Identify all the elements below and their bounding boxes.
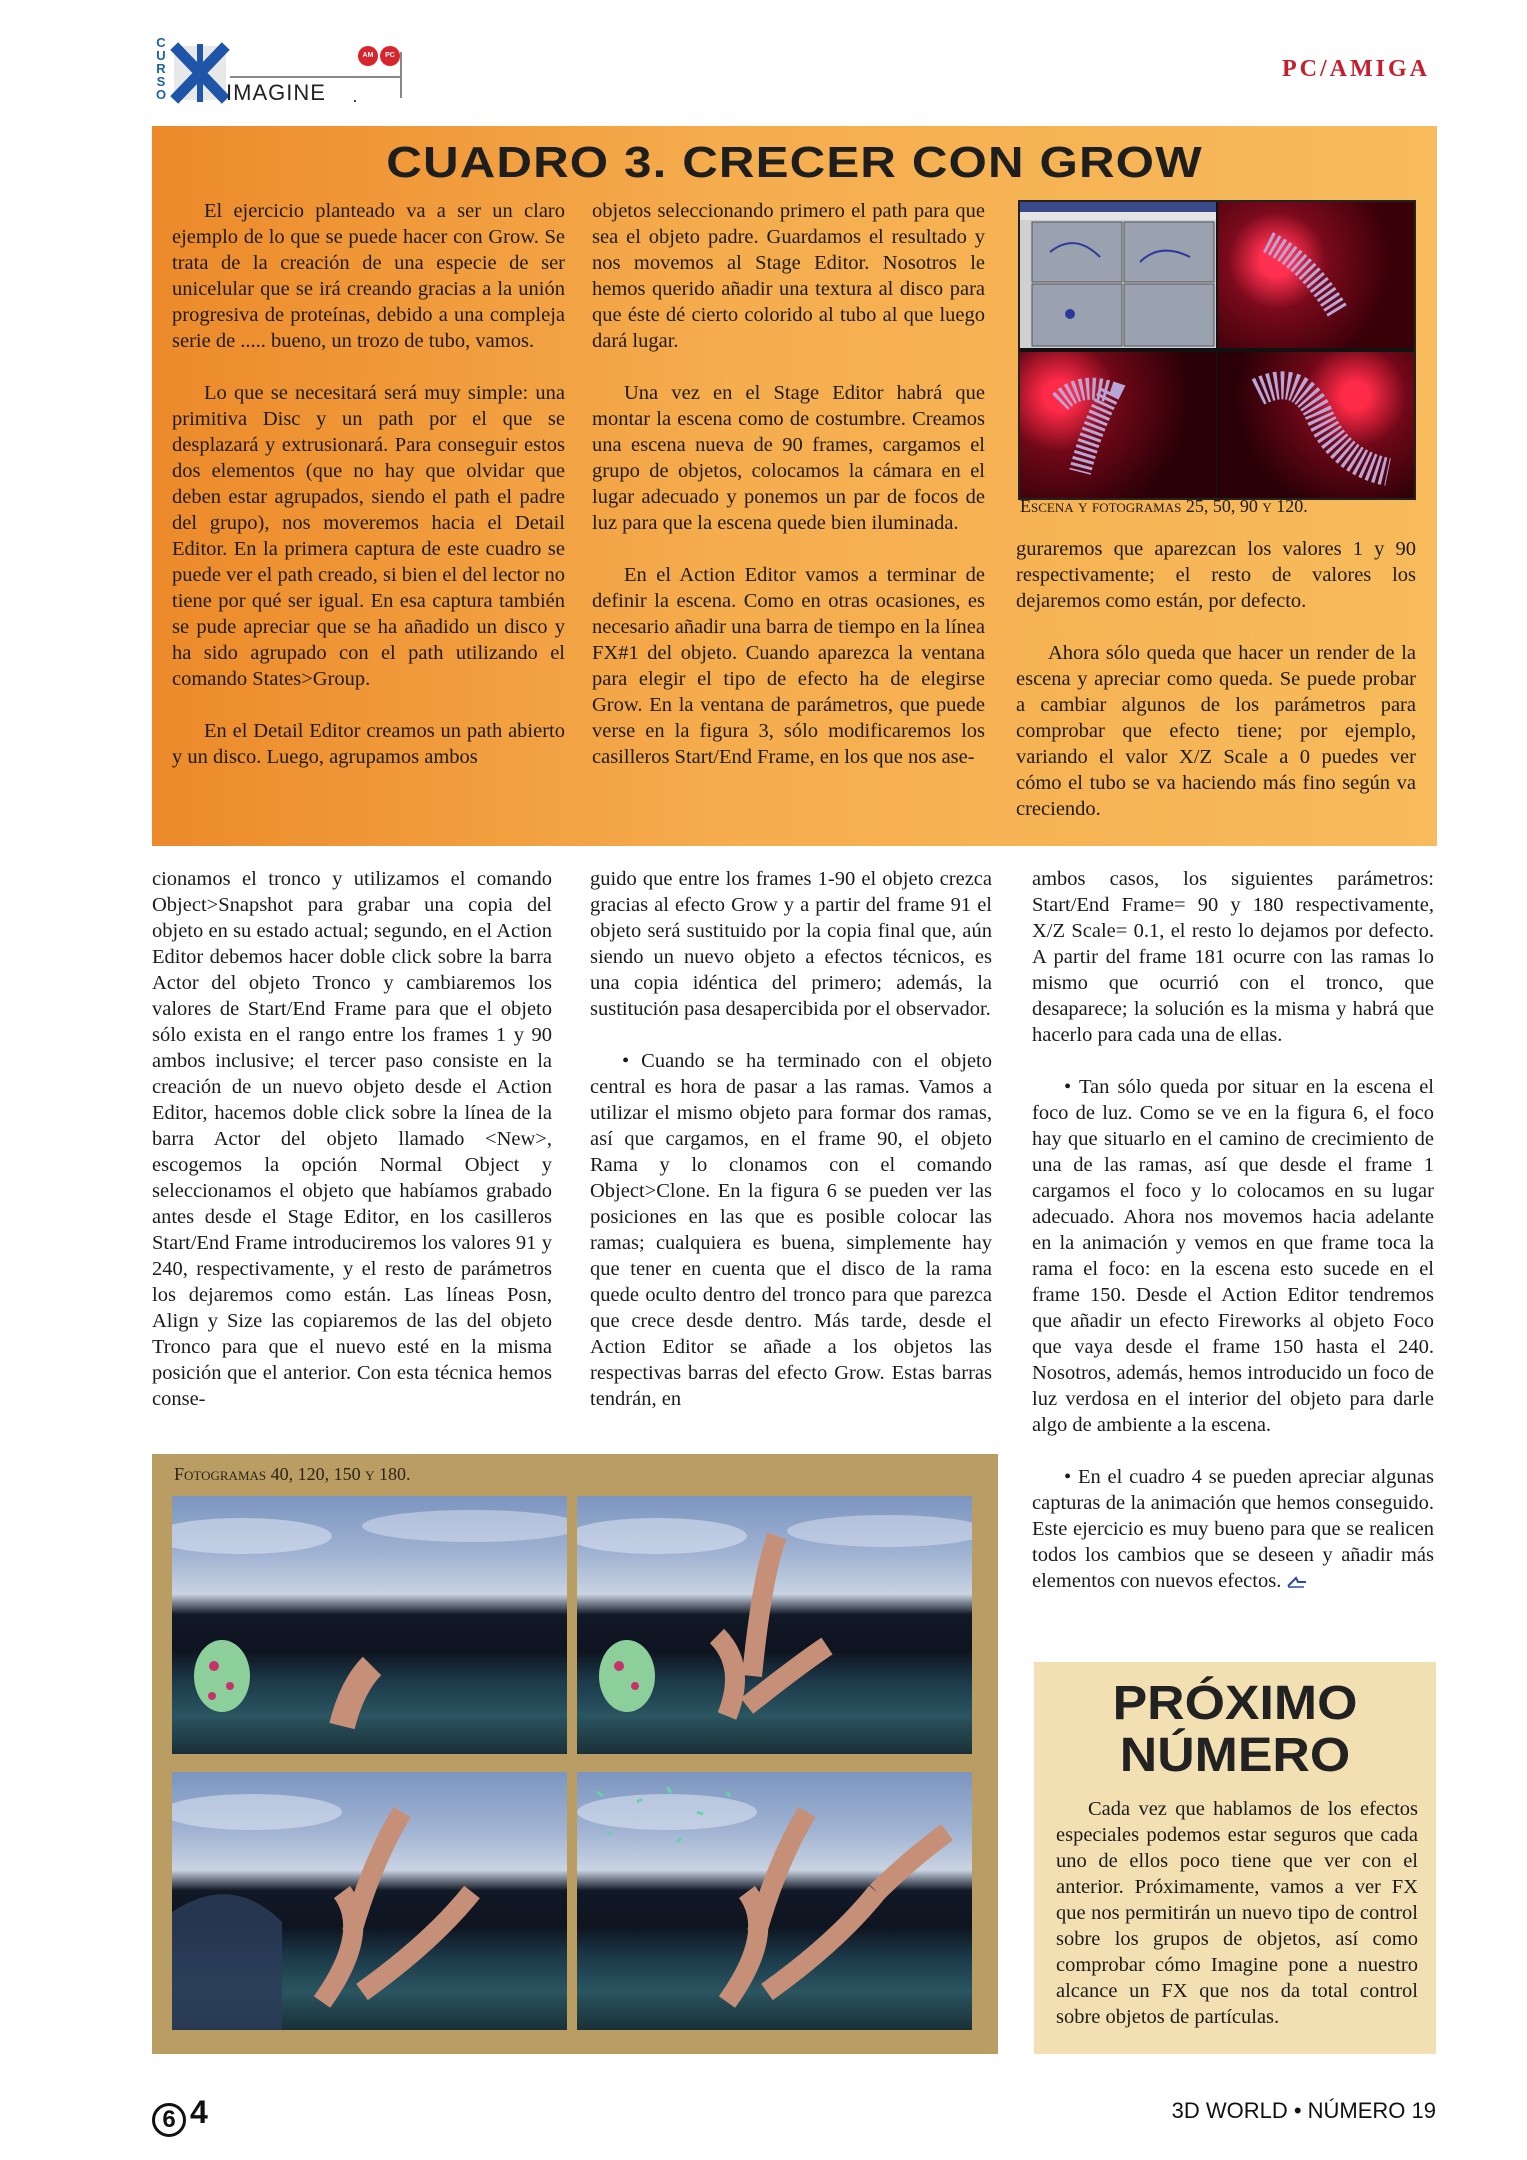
render-frame-150 [172, 1772, 567, 2030]
render-scene-icon [577, 1496, 972, 1754]
paragraph: guido que entre los frames 1-90 el objeto crezca gracias al efecto Grow y a partir del frame 91 el objeto será sustituido por la copia final que, aún siendo un nuevo objeto a efectos técnicos, es una copia idéntica del primero; además, la sustitución pasa desapercibida por el observador. [590, 868, 992, 1020]
render-scene-icon [577, 1772, 972, 2030]
course-letter: C [156, 35, 166, 50]
course-letter: R [156, 61, 166, 76]
paragraph: • Tan sólo queda por situar en la escena el foco de luz. Como se ve en la figura 6, el foco hay que situarlo en el camino de crecimiento de una de las ramas, así que desde el frame 1 cargamos el foco y lo colocamos en su lugar adecuado. Ahora nos movemos hacia adelante en la animación y vemos en que frame toca la rama el foco: en la escena esto sucede en el frame 150. Desde el Action Editor tendremos que añadir un efecto Fireworks al objeto Foco que vaya desde el frame 150 hasta el 240. Nosotros, además, hemos introducido un foco de luz verdosa en el interior del objeto para darle algo de ambiente a la escena. [1032, 1076, 1434, 1436]
box-column-2 [592, 198, 985, 770]
course-letter: O [155, 87, 167, 102]
course-vertical-label [154, 36, 168, 101]
logo-rule [230, 76, 402, 78]
article-column-2 [590, 866, 992, 1412]
render-frame-180 [577, 1772, 972, 2030]
tube-render-icon [1020, 352, 1216, 498]
next-issue-title-line: PRÓXIMO [1112, 1677, 1358, 1730]
end-of-article-icon [1286, 1576, 1308, 1588]
render-figure-grid [1018, 200, 1416, 500]
article-column-3 [1032, 866, 1434, 1594]
render-frame-40 [172, 1496, 567, 1754]
editor-screenshot-icon [1020, 202, 1216, 348]
section-title: PC/AMIGA [1282, 56, 1430, 82]
paragraph: En el Detail Editor creamos un path abierto y un disco. Luego, agrupamos ambos [172, 720, 565, 768]
next-issue-box [1034, 1662, 1436, 2054]
render-tile [1020, 352, 1216, 498]
course-letter: S [156, 74, 166, 89]
render-scene-icon [172, 1496, 567, 1754]
article-column-1 [152, 866, 552, 1412]
screenshot-tile [1020, 202, 1216, 348]
next-issue-title [1018, 1678, 1452, 1782]
imagine-wordmark: IMAGINE [226, 80, 326, 105]
course-letter: U [156, 48, 166, 63]
paragraph: • Cuando se ha terminado con el objeto central es hora de pasar a las ramas. Vamos a utilizar el mismo objeto para formar dos ramas, así que cargamos, en el frame 90, el objeto Rama y lo clonamos con el comando Object>Clone. En la figura 6 se pueden ver las posiciones en las que es posible colocar las ramas; cualquiera es buena, simplemente hay que tener en cuenta que el disco de la rama quede oculto dentro del tronco para que parezca que crece desde dentro. Más tarde, desde el Action Editor se añade a los objetos las respectivas barras del efecto Grow. Estas barras tendrán, en [590, 1050, 992, 1410]
next-issue-text: Cada vez que hablamos de los efectos especiales podemos estar seguros que cada uno de ellos poco tiene que ver con el anterior. Próximamente, vamos a ver FX que nos permitirán un nuevo tipo de control sobre los grupos de objetos, así como comprobar cómo Imagine pone a nuestro alcance un FX que nos da total control sobre objetos de partículas. [1056, 1798, 1418, 2028]
paragraph: Lo que se necesitará será muy simple: una primitiva Disc y un path por el que se desplazará y extrusionará. Para conseguir estos dos elementos (que no hay que olvidar que deben estar agrupados, siendo el path el padre del grupo), nos moveremos hacia el Detail Editor. En la primera captura de este cuadro se puede ver el path creado, si bien el del lector no tiene por qué ser igual. En esa captura también se pude apreciar que se ha añadido un disco y ha sido agrupado con el path utilizando el comando States>Group. [172, 382, 565, 690]
render-frame-120 [577, 1496, 972, 1754]
figure-caption: Fotogramas 40, 120, 150 y 180. [174, 1464, 411, 1484]
page-number-circled-digit: 6 [152, 2103, 186, 2137]
page-number-digit: 4 [190, 2094, 208, 2130]
logo-dot: · [352, 90, 358, 110]
box-column-1 [172, 198, 565, 770]
box-title: CUADRO 3. CRECER CON GROW [386, 138, 1203, 187]
logo-rule-vertical [400, 52, 402, 98]
platform-badge-pc: PC [380, 46, 400, 66]
paragraph-text: • En el cuadro 4 se pueden apreciar algunas capturas de la animación que hemos conseguido. Este ejercicio es muy bueno para que se realicen todos los cambios que se deseen y añadir más elementos con nuevos efectos. [1032, 1466, 1434, 1592]
next-issue-title-line: NÚMERO [1119, 1729, 1351, 1782]
paragraph: guraremos que aparezcan los valores 1 y 90 respectivamente; el resto de valores los dejaremos como están, por defecto. [1016, 538, 1416, 612]
platform-badge-am: AM [358, 46, 378, 66]
render-scene-icon [172, 1772, 567, 2030]
box-column-3 [1016, 536, 1416, 822]
paragraph [1032, 1464, 1434, 1594]
issue-label: 3D WORLD • NÚMERO 19 [1171, 2098, 1436, 2123]
imagine-logo-icon [170, 42, 230, 104]
paragraph: En el Action Editor vamos a terminar de definir la escena. Como en otras ocasiones, es necesario añadir una barra de tiempo en la línea FX#1 del objeto. Cuando aparezca la ventana para elegir el tipo de efecto ha de elegirse Grow. En la ventana de parámetros, que puede verse en la figura 3, sólo modificaremos los casilleros Start/End Frame, en los que nos ase- [592, 564, 985, 768]
paragraph: El ejercicio planteado va a ser un claro ejemplo de lo que se puede hacer con Grow. Se trata de la creación de una especie de ser unicelular que se irá creando gracias a la unión progresiva de proteínas, debido a una compleja serie de ..... bueno, un trozo de tubo, vamos. [172, 200, 565, 352]
render-tile [1218, 202, 1414, 348]
render-tile [1218, 352, 1414, 498]
paragraph: objetos seleccionando primero el path para que sea el objeto padre. Guardamos el resultado y nos movemos al Stage Editor. Nosotros le hemos querido añadir una textura al disco para que éste dé cierto colorido al tubo al que luego dará lugar. [592, 200, 985, 352]
animation-frames-figure [152, 1454, 998, 2054]
tube-render-icon [1218, 202, 1414, 348]
tube-render-icon [1218, 352, 1414, 498]
page-number [152, 2094, 208, 2137]
paragraph: Una vez en el Stage Editor habrá que montar la escena como de costumbre. Creamos una escena nueva de 90 frames, cargamos el grupo de objetos, colocamos la cámara en el lugar adecuado y ponemos un par de focos de luz para que la escena quede bien iluminada. [592, 382, 985, 534]
paragraph: ambos casos, los siguientes parámetros: Start/End Frame= 90 y 180 respectivamente, X/Z Scale= 0.1, el resto lo dejamos por defecto. A partir del frame 181 ocurre con las ramas lo mismo que ocurrió con el tronco, que desaparece; la solución es la misma y habrá que hacerlo para cada una de ellas. [1032, 868, 1434, 1046]
figure-caption: Escena y fotogramas 25, 50, 90 y 120. [1020, 496, 1308, 516]
paragraph: cionamos el tronco y utilizamos el comando Object>Snapshot para grabar una copia del objeto en su estado actual; segundo, en el Action Editor debemos hacer doble click sobre la barra Actor del objeto Tronco y cambiaremos los valores de Start/End Frame para que el objeto sólo exista en el rango entre los frames 1 y 90 ambos inclusive; el tercer paso consiste en la creación de un nuevo objeto desde el Action Editor, hacemos doble click sobre la línea de la barra Actor del objeto llamado <New>, escogemos la opción Normal Object y seleccionamos el objeto que habíamos grabado antes desde el Stage Editor, en los casilleros Start/End Frame introduciremos los valores 91 y 240, respectivamente, y el resto de parámetros los dejaremos como están. Las líneas Posn, Align y Size las copiaremos de las del objeto Tronco para que el nuevo esté en la misma posición que el anterior. Con esta técnica hemos conse- [152, 868, 552, 1410]
paragraph: Ahora sólo queda que hacer un render de la escena y apreciar como queda. Se puede probar a cambiar algunos de los parámetros para comprobar que efecto tiene; por ejemplo, variando el valor X/Z Scale a 0 puedes ver cómo el tubo se va haciendo más fino según va creciendo. [1016, 642, 1416, 820]
sidebar-box-cuadro-3 [152, 126, 1437, 846]
